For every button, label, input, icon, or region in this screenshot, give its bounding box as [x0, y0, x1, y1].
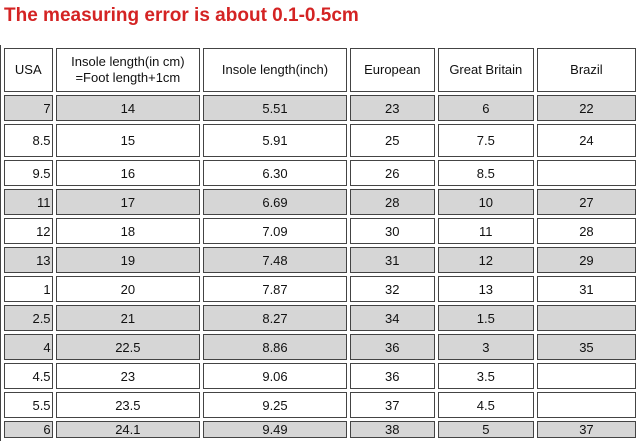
header-insole-cm: [56, 48, 201, 92]
cell-european: 28: [350, 189, 435, 215]
cell-insole-inch: 5.91: [203, 124, 347, 157]
cell-usa: 8.5: [4, 124, 53, 157]
cell-insole-cm: 17: [56, 189, 201, 215]
cell-insole-cm: 18: [56, 218, 201, 244]
cell-insole-cm: 24.1: [56, 421, 201, 438]
cell-usa: 1: [4, 276, 53, 302]
table-row: [4, 392, 636, 418]
header-great-britain: Great Britain: [438, 48, 534, 92]
header-insole-inch: Insole length(inch): [203, 48, 347, 92]
cell-great-britain: 4.5: [438, 392, 534, 418]
cell-usa: 9.5: [4, 160, 53, 186]
cell-european: 36: [350, 363, 435, 389]
page-title: The measuring error is about 0.1-0.5cm: [4, 5, 359, 26]
cell-insole-inch: 9.25: [203, 392, 347, 418]
cell-insole-cm: 19: [56, 247, 201, 273]
cell-great-britain: 6: [438, 95, 534, 121]
cell-great-britain: 3.5: [438, 363, 534, 389]
table-row: [4, 160, 636, 186]
cell-insole-inch: 7.09: [203, 218, 347, 244]
cell-insole-inch: 9.06: [203, 363, 347, 389]
cell-european: 26: [350, 160, 435, 186]
cell-great-britain: 1.5: [438, 305, 534, 331]
table-row: [4, 189, 636, 215]
cell-european: 25: [350, 124, 435, 157]
cell-usa: 2.5: [4, 305, 53, 331]
cell-insole-inch: 5.51: [203, 95, 347, 121]
cell-european: 36: [350, 334, 435, 360]
table-row: [4, 276, 636, 302]
cell-usa: 5.5: [4, 392, 53, 418]
header-row: [4, 48, 636, 92]
cell-usa: 6: [4, 421, 53, 438]
cell-insole-cm: 21: [56, 305, 201, 331]
cell-brazil: 27: [537, 189, 636, 215]
header-brazil: Brazil: [537, 48, 636, 92]
cell-insole-cm: 23.5: [56, 392, 201, 418]
cell-european: 38: [350, 421, 435, 438]
cell-usa: 4.5: [4, 363, 53, 389]
cell-european: 31: [350, 247, 435, 273]
header-insole-cm-line1: Insole length(in cm): [71, 54, 185, 69]
cell-great-britain: 10: [438, 189, 534, 215]
cell-brazil: 22: [537, 95, 636, 121]
cell-european: 30: [350, 218, 435, 244]
cell-european: 32: [350, 276, 435, 302]
cell-insole-cm: 23: [56, 363, 201, 389]
cell-insole-inch: 6.30: [203, 160, 347, 186]
cell-brazil: [537, 392, 636, 418]
table-row: [4, 247, 636, 273]
cell-european: 34: [350, 305, 435, 331]
cell-insole-cm: 15: [56, 124, 201, 157]
cell-brazil: 29: [537, 247, 636, 273]
cell-great-britain: 13: [438, 276, 534, 302]
cell-brazil: 24: [537, 124, 636, 157]
header-insole-cm-line2: =Foot length+1cm: [75, 70, 181, 85]
cell-great-britain: 3: [438, 334, 534, 360]
cell-brazil: 28: [537, 218, 636, 244]
cell-european: 23: [350, 95, 435, 121]
cell-great-britain: 8.5: [438, 160, 534, 186]
cell-great-britain: 7.5: [438, 124, 534, 157]
cell-insole-cm: 14: [56, 95, 201, 121]
table-row: [4, 421, 636, 438]
table-row: [4, 124, 636, 157]
cell-usa: 4: [4, 334, 53, 360]
cell-usa: 11: [4, 189, 53, 215]
table-row: [4, 218, 636, 244]
cell-insole-cm: 22.5: [56, 334, 201, 360]
cell-great-britain: 11: [438, 218, 534, 244]
cell-usa: 13: [4, 247, 53, 273]
header-usa: USA: [4, 48, 53, 92]
cell-insole-cm: 16: [56, 160, 201, 186]
table-row: [4, 305, 636, 331]
cell-brazil: 37: [537, 421, 636, 438]
cell-usa: 12: [4, 218, 53, 244]
size-chart-table: [0, 45, 639, 441]
cell-great-britain: 12: [438, 247, 534, 273]
table-row: [4, 95, 636, 121]
cell-brazil: [537, 160, 636, 186]
cell-insole-cm: 20: [56, 276, 201, 302]
cell-brazil: [537, 305, 636, 331]
cell-insole-inch: 7.48: [203, 247, 347, 273]
cell-insole-inch: 8.27: [203, 305, 347, 331]
cell-insole-inch: 8.86: [203, 334, 347, 360]
cell-european: 37: [350, 392, 435, 418]
cell-brazil: 31: [537, 276, 636, 302]
table-row: [4, 363, 636, 389]
cell-brazil: [537, 363, 636, 389]
table-row: [4, 334, 636, 360]
cell-insole-inch: 7.87: [203, 276, 347, 302]
cell-great-britain: 5: [438, 421, 534, 438]
cell-insole-inch: 6.69: [203, 189, 347, 215]
cell-usa: 7: [4, 95, 53, 121]
cell-brazil: 35: [537, 334, 636, 360]
header-european: European: [350, 48, 435, 92]
cell-insole-inch: 9.49: [203, 421, 347, 438]
